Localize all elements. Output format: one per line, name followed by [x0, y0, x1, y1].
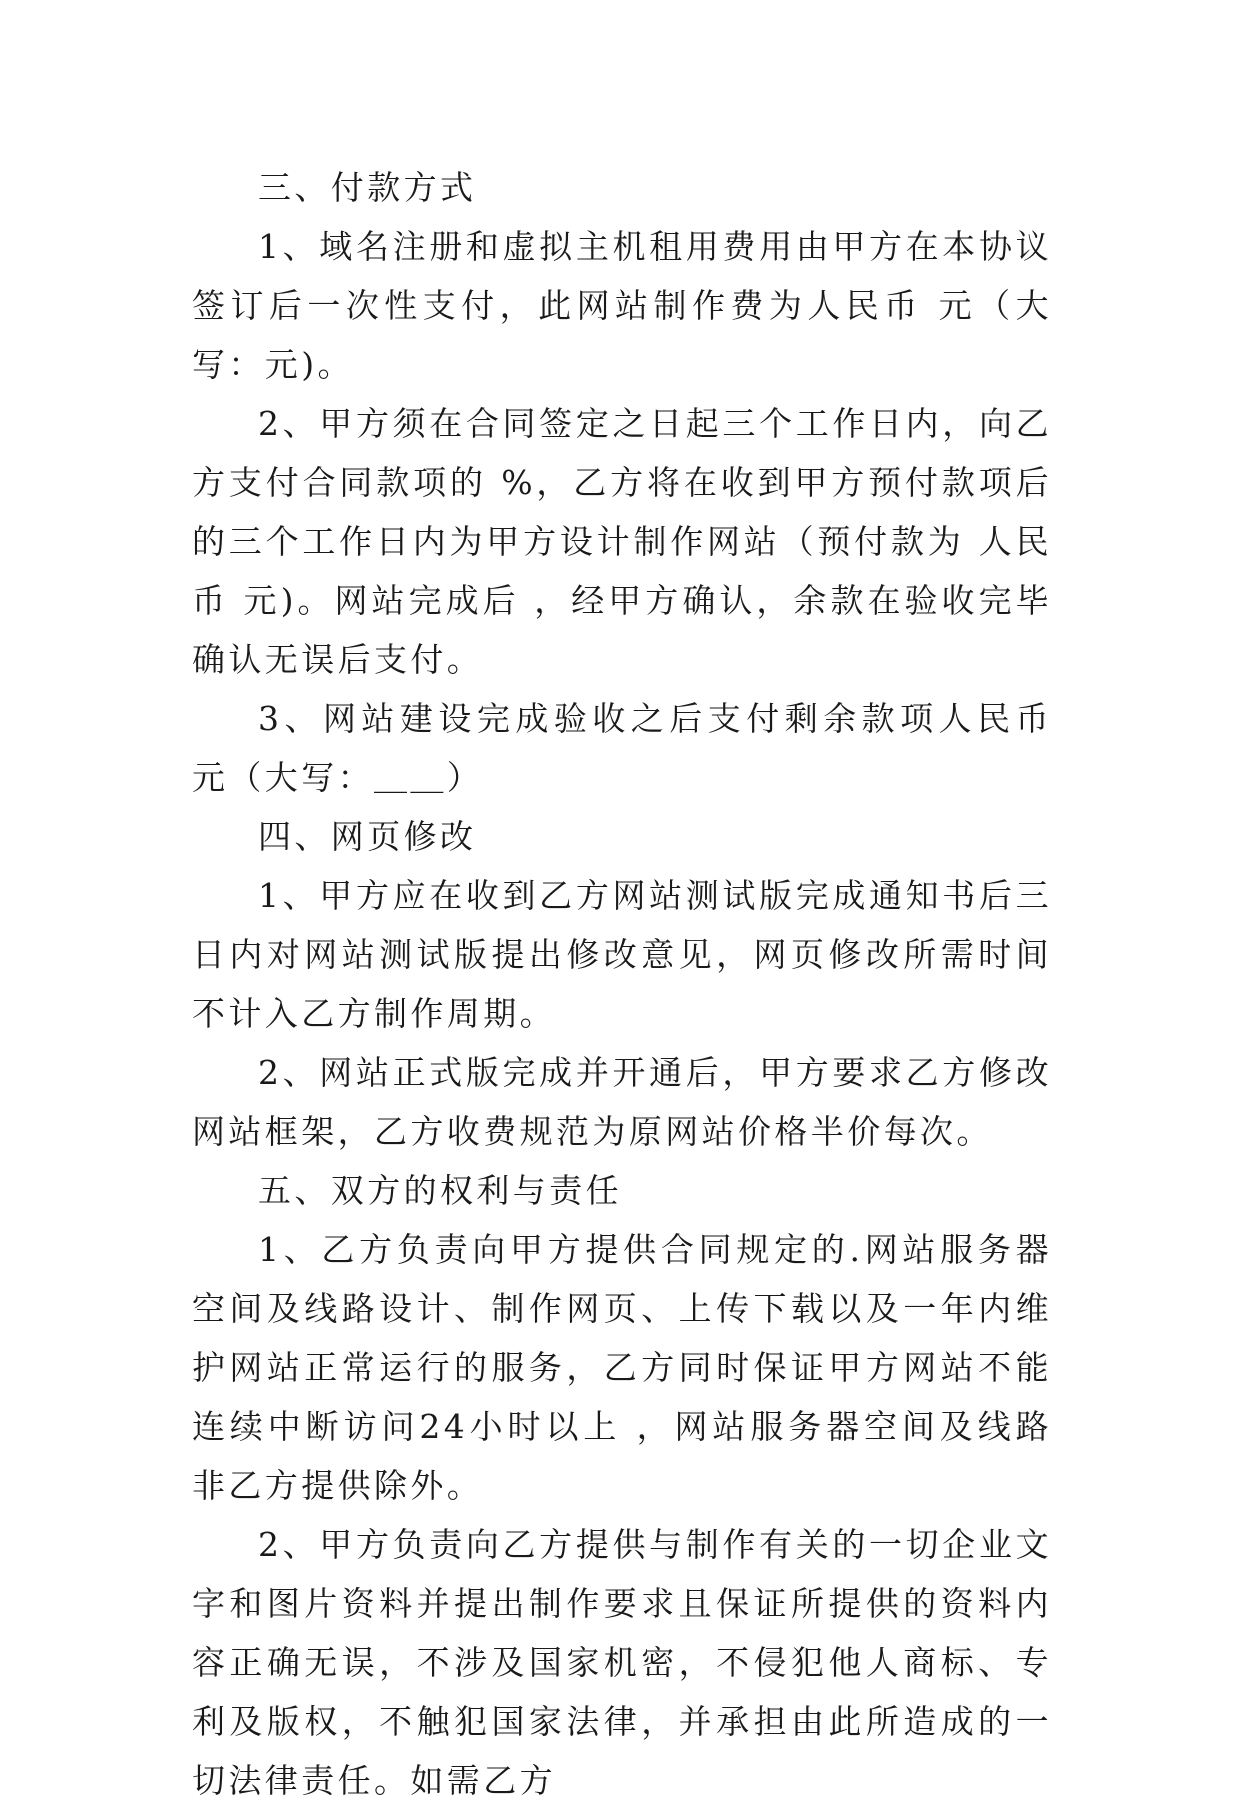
paragraph: 2、网站正式版完成并开通后，甲方要求乙方修改网站框架，乙方收费规范为原网站价格半价每次。: [192, 1053, 1052, 1151]
document-body: [192, 158, 1052, 1810]
paragraph: 3、网站建设完成验收之后支付剩余款项人民币 元（大写：＿＿）: [192, 699, 1052, 797]
section-heading-payment: 三、付款方式: [258, 168, 477, 207]
paragraph: 1、乙方负责向甲方提供合同规定的.网站服务器空间及线路设计、制作网页、上传下载以及一年内维护网站正常运行的服务，乙方同时保证甲方网站不能连续中断访问24小时以上 ，网站服务器空间及线路非乙方提供除外。: [192, 1230, 1052, 1505]
paragraph: 1、域名注册和虚拟主机租用费用由甲方在本协议签订后一次性支付，此网站制作费为人民币 元（大写：元)。: [192, 227, 1052, 384]
section-heading-rights-responsibilities: 五、双方的权利与责任: [258, 1171, 622, 1210]
paragraph: 2、甲方须在合同签定之日起三个工作日内，向乙方支付合同款项的 %，乙方将在收到甲方预付款项后的三个工作日内为甲方设计制作网站（预付款为 人民币 元)。网站完成后 ，经甲方确认，余款在验收完毕确认无误后支付。: [192, 404, 1052, 679]
paragraph: 2、甲方负责向乙方提供与制作有关的一切企业文字和图片资料并提出制作要求且保证所提供的资料内容正确无误，不涉及国家机密，不侵犯他人商标、专利及版权，不触犯国家法律，并承担由此所造成的一切法律责任。如需乙方: [192, 1525, 1052, 1800]
paragraph: 1、甲方应在收到乙方网站测试版完成通知书后三日内对网站测试版提出修改意见，网页修改所需时间不计入乙方制作周期。: [192, 876, 1052, 1033]
section-heading-page-modification: 四、网页修改: [258, 817, 477, 856]
